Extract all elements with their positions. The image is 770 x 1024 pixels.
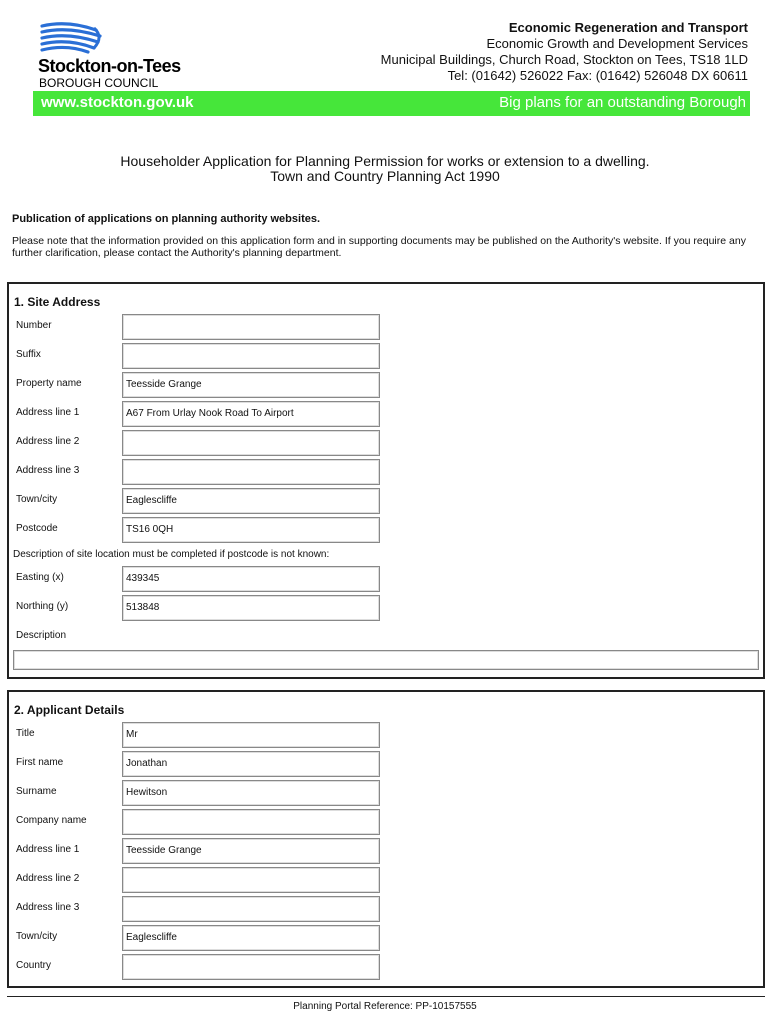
- section-title: 1. Site Address: [14, 295, 101, 309]
- address-line-2-field[interactable]: [122, 430, 380, 456]
- field-label: Address line 3: [16, 902, 80, 913]
- suffix-field[interactable]: [122, 343, 380, 369]
- field-row: [9, 401, 763, 427]
- council-logo: [38, 20, 188, 90]
- dept-line-4: Tel: (01642) 526022 Fax: (01642) 526048 DX 60611: [447, 68, 748, 83]
- applicant-details-section: [7, 690, 765, 988]
- postcode-field[interactable]: TS16 0QH: [122, 517, 380, 543]
- field-row: [9, 867, 763, 893]
- waves-logo-icon: [38, 20, 108, 54]
- field-label: Postcode: [16, 523, 58, 534]
- green-banner: [33, 91, 750, 116]
- department-address: [381, 20, 748, 84]
- field-label: Address line 2: [16, 436, 80, 447]
- location-note: Description of site location must be completed if postcode is not known:: [13, 549, 330, 560]
- field-row: [9, 517, 763, 543]
- field-row: [9, 343, 763, 369]
- address-line-3-field[interactable]: [122, 459, 380, 485]
- website-link[interactable]: www.stockton.gov.uk: [41, 94, 194, 111]
- easting-field[interactable]: 439345: [122, 566, 380, 592]
- field-label: Surname: [16, 786, 57, 797]
- field-label: Address line 3: [16, 465, 80, 476]
- field-row: [9, 809, 763, 835]
- field-label: Address line 1: [16, 407, 80, 418]
- field-label: Address line 1: [16, 844, 80, 855]
- field-row: [9, 566, 763, 592]
- publication-heading: Publication of applications on planning authority websites.: [12, 213, 321, 225]
- portal-reference: Planning Portal Reference: PP-10157555: [293, 1001, 477, 1012]
- country-field[interactable]: [122, 954, 380, 980]
- first-name-field[interactable]: Jonathan: [122, 751, 380, 777]
- description-field[interactable]: [13, 650, 759, 670]
- field-label: First name: [16, 757, 64, 768]
- field-row: [9, 430, 763, 456]
- field-label: Property name: [16, 378, 82, 389]
- address-line-1-field[interactable]: Teesside Grange: [122, 838, 380, 864]
- field-label: Easting (x): [16, 572, 64, 583]
- tagline: Big plans for an outstanding Borough: [499, 94, 746, 111]
- field-row: [9, 595, 763, 621]
- field-label: Country: [16, 960, 52, 971]
- field-row: [9, 954, 763, 980]
- logo-subtitle: BOROUGH COUNCIL: [39, 76, 159, 90]
- description-label: Description: [16, 630, 67, 641]
- address-line-1-field[interactable]: A67 From Urlay Nook Road To Airport: [122, 401, 380, 427]
- property-name-field[interactable]: Teesside Grange: [122, 372, 380, 398]
- field-row: [9, 925, 763, 951]
- surname-field[interactable]: Hewitson: [122, 780, 380, 806]
- field-row: [9, 372, 763, 398]
- field-row: [9, 780, 763, 806]
- northing-field[interactable]: 513848: [122, 595, 380, 621]
- field-label: Town/city: [16, 494, 58, 505]
- field-row: [9, 896, 763, 922]
- town-city-field[interactable]: Eaglescliffe: [122, 925, 380, 951]
- field-row: [9, 459, 763, 485]
- number-field[interactable]: [122, 314, 380, 340]
- field-label: Suffix: [16, 349, 41, 360]
- logo-name: Stockton-on-Tees: [38, 56, 181, 76]
- title-line-1: Householder Application for Planning Permission for works or extension to a dwelling.: [120, 153, 650, 169]
- publication-notice: Please note that the information provided on this application form and in supporting documents may be published on the Authority's website. If you require any further clarification, please contact the Authority's planning department.: [12, 235, 746, 259]
- section-title: 2. Applicant Details: [14, 703, 125, 717]
- field-label: Number: [16, 320, 52, 331]
- town-city-field[interactable]: Eaglescliffe: [122, 488, 380, 514]
- address-line-2-field[interactable]: [122, 867, 380, 893]
- field-row: [9, 488, 763, 514]
- field-row: [9, 722, 763, 748]
- field-label: Address line 2: [16, 873, 80, 884]
- address-line-3-field[interactable]: [122, 896, 380, 922]
- field-label: Company name: [16, 815, 87, 826]
- field-label: Title: [16, 728, 35, 739]
- field-row: [9, 314, 763, 340]
- field-row: [9, 838, 763, 864]
- dept-line-3: Municipal Buildings, Church Road, Stockton on Tees, TS18 1LD: [380, 52, 748, 67]
- company-name-field[interactable]: [122, 809, 380, 835]
- title-field[interactable]: Mr: [122, 722, 380, 748]
- dept-line-1: Economic Regeneration and Transport: [508, 20, 748, 35]
- field-label: Town/city: [16, 931, 58, 942]
- field-label: Northing (y): [16, 601, 69, 612]
- field-row: [9, 751, 763, 777]
- dept-line-2: Economic Growth and Development Services: [486, 36, 748, 51]
- site-address-section: [7, 282, 765, 679]
- document-title: [0, 154, 770, 184]
- footer-divider: [7, 996, 765, 997]
- title-line-2: Town and Country Planning Act 1990: [270, 168, 500, 184]
